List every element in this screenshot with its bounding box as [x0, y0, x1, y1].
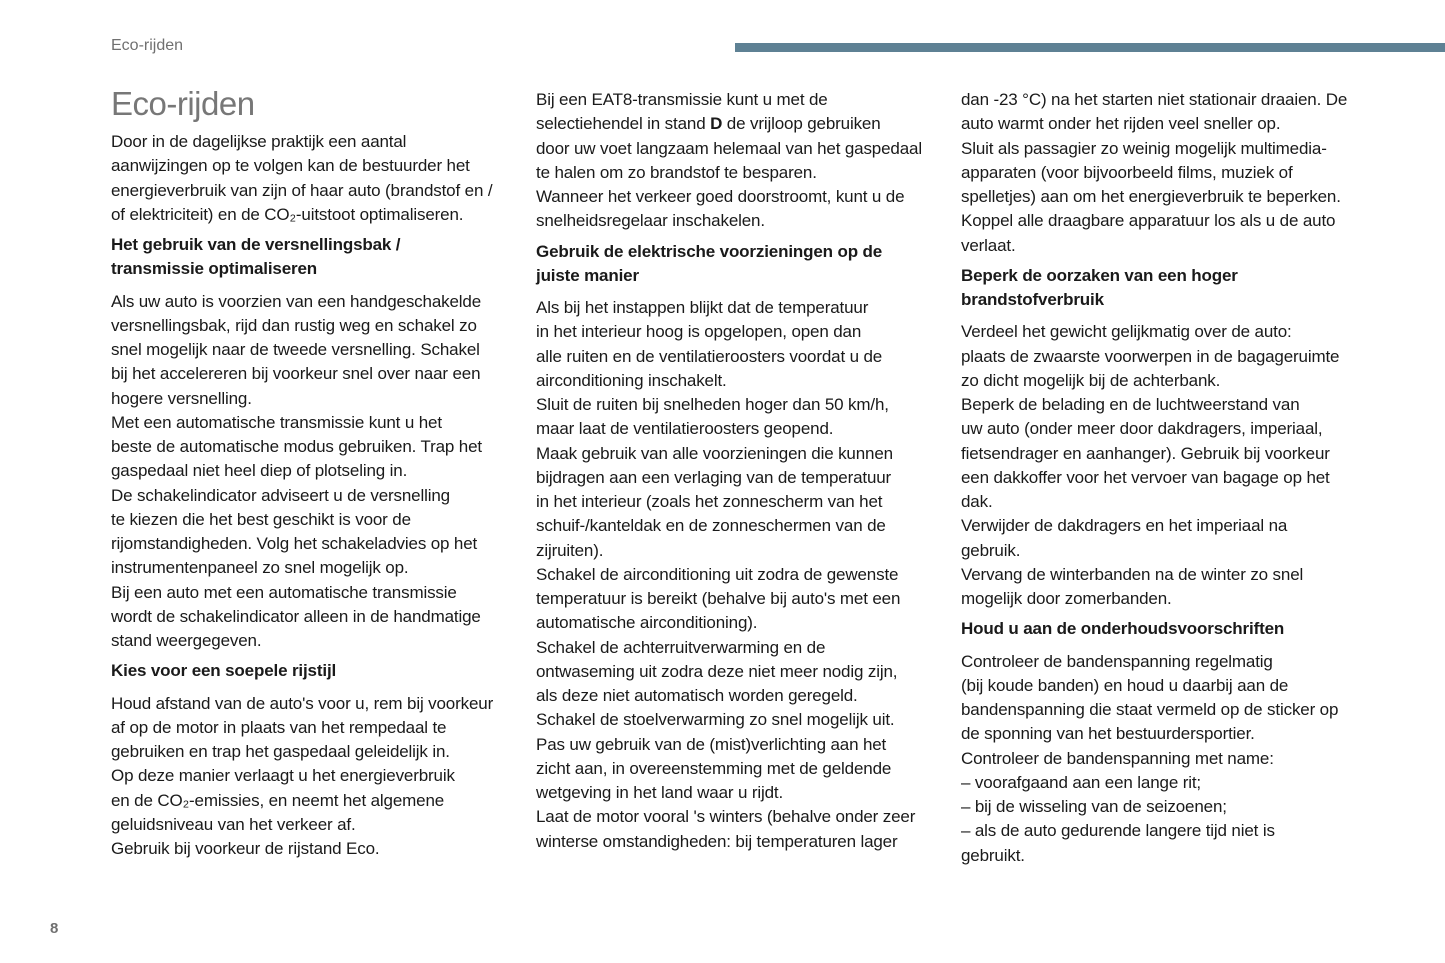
text-line: wetgeving in het land waar u rijdt. [536, 783, 784, 802]
text-line: rijomstandigheden. Volg het schakeladvies op het [111, 534, 478, 553]
text-line: Gebruik bij voorkeur de rijstand Eco. [111, 839, 380, 858]
page-title: Eco-rijden [111, 85, 255, 122]
text-line: geluidsniveau van het verkeer af. [111, 814, 356, 834]
text-line: dak. [961, 492, 993, 511]
text-line: zijruiten). [536, 540, 604, 560]
text-line: Op deze manier verlaagt u het energieverbruik [111, 766, 455, 786]
text-line: winterse omstandigheden: bij temperaturen lager [536, 831, 898, 851]
text-line: schuif-/kanteldak en de zonneschermen van de [536, 516, 886, 536]
text-line: een dakkoffer voor het vervoer van bagage op het [961, 467, 1330, 487]
text-line: uw auto (onder meer door dakdragers, imperiaal, [961, 419, 1323, 439]
text-line: Als uw auto is voorzien van een handgeschakelde [111, 291, 482, 311]
text-line: de sponning van het bestuurdersportier. [961, 724, 1255, 744]
section-heading [961, 617, 1371, 641]
text-line: snelheidsregelaar inschakelen. [536, 211, 765, 231]
text-line: in het interieur (zoals het zonnescherm van het [536, 492, 883, 511]
text-line: airconditioning inschakelt. [536, 370, 727, 390]
text-line: brandstofverbruik [961, 290, 1104, 309]
text-line: stand weergegeven. [111, 631, 262, 650]
column-3 [961, 88, 1371, 868]
paragraph [536, 296, 946, 854]
text-line: Kies voor een soepele rijstijl [111, 661, 337, 681]
paragraph [111, 130, 521, 227]
text-line: gaspedaal niet heel diep of plotseling in. [111, 461, 408, 481]
text-line: versnellingsbak, rijd dan rustig weg en schakel zo [111, 315, 477, 335]
text-line: Schakel de airconditioning uit zodra de gewenste [536, 564, 899, 584]
text-line: Beperk de oorzaken van een hoger [961, 265, 1238, 285]
text-line: bandenspanning die staat vermeld op de sticker op [961, 700, 1339, 719]
text-line: Bij een auto met een automatische transmissie [111, 582, 457, 602]
text-line: Schakel de stoelverwarming zo snel mogelijk uit. [536, 710, 895, 730]
text-line: Sluit de ruiten bij snelheden hoger dan 50 km/h, [536, 395, 889, 414]
text-line: Door in de dagelijkse praktijk een aantal [111, 132, 407, 151]
column-1 [111, 84, 521, 861]
text-line: ontwaseming uit zodra deze niet meer nodig zijn, [536, 661, 898, 681]
text-line: gebruikt. [961, 845, 1025, 865]
text-line: Laat de motor vooral 's winters (behalve onder zeer [536, 807, 916, 827]
text-line: Bij een EAT8-transmissie kunt u met de [536, 90, 828, 109]
section-heading [961, 264, 1371, 313]
text-line: Houd afstand van de auto's voor u, rem bij voorkeur [111, 693, 494, 713]
text-line: Beperk de belading en de luchtweerstand van [961, 395, 1300, 414]
text-line: maar laat de ventilatieroosters geopend. [536, 419, 834, 439]
text-line: fietsendrager en aanhanger). Gebruik bij voorkeur [961, 443, 1330, 463]
text-line: juiste manier [536, 265, 639, 285]
text-line: Vervang de winterbanden na de winter zo snel [961, 564, 1304, 584]
text-line: – voorafgaand aan een lange rit; [961, 772, 1201, 792]
text-line: Met een automatische transmissie kunt u het [111, 412, 442, 432]
text-line: gebruiken en trap het gaspedaal geleidelijk in. [111, 742, 450, 761]
text-line: bijdragen aan een verlaging van de temperatuur [536, 467, 892, 487]
text-line: alle ruiten en de ventilatieroosters voordat u de [536, 346, 883, 366]
paragraph [111, 290, 521, 654]
text-line: aanwijzingen op te volgen kan de bestuurder het [111, 156, 470, 176]
text-line: zo dicht mogelijk bij de achterbank. [961, 370, 1221, 390]
text-line: dan -23 °C) na het starten niet stationair draaien. De [961, 90, 1348, 109]
text-line: spelletjes) aan om het energieverbruik te beperken. [961, 187, 1341, 206]
text-line: Verwijder de dakdragers en het imperiaal na [961, 516, 1288, 536]
text-line: Gebruik de elektrische voorzieningen op de [536, 241, 883, 261]
text-line: apparaten (voor bijvoorbeeld films, muziek of [961, 162, 1293, 182]
text-line: beste de automatische modus gebruiken. Trap het [111, 437, 482, 456]
text-line: (bij koude banden) en houd u daarbij aan de [961, 675, 1289, 695]
text-line: Koppel alle draagbare apparatuur los als u de auto [961, 211, 1336, 231]
paragraph [111, 692, 521, 862]
text-line: – als de auto gedurende langere tijd niet is [961, 821, 1275, 841]
text-line: De schakelindicator adviseert u de versnelling [111, 485, 450, 505]
section-heading [536, 240, 946, 289]
text-line: bij het accelereren bij voorkeur snel over naar een [111, 364, 481, 384]
text-line: Als bij het instappen blijkt dat de temperatuur [536, 298, 869, 317]
text-line: Pas uw gebruik van de (mist)verlichting aan het [536, 734, 887, 754]
text-line: of elektriciteit) en de CO₂-uitstoot optimaliseren. [111, 204, 464, 224]
page-number: 8 [50, 920, 59, 937]
text-line: hogere versnelling. [111, 388, 252, 408]
text-line: – bij de wisseling van de seizoenen; [961, 797, 1227, 816]
paragraph [536, 88, 946, 234]
text-line: transmissie optimaliseren [111, 259, 318, 279]
column-2 [536, 88, 946, 854]
paragraph [961, 88, 1371, 258]
header-accent-bar [735, 43, 1445, 52]
text-line: snel mogelijk naar de tweede versnelling. Schakel [111, 340, 480, 359]
text-line: in het interieur hoog is opgelopen, open dan [536, 322, 862, 342]
text-line: Houd u aan de onderhoudsvoorschriften [961, 619, 1285, 639]
section-heading [111, 233, 521, 282]
text-line: energieverbruik van zijn of haar auto (brandstof en / [111, 180, 493, 200]
text-line: instrumentenpaneel zo snel mogelijk op. [111, 558, 409, 578]
text-line: automatische airconditioning). [536, 613, 758, 633]
paragraph [961, 320, 1371, 611]
text-line: Controleer de bandenspanning met name: [961, 748, 1274, 768]
text-line: Wanneer het verkeer goed doorstroomt, kunt u de [536, 187, 905, 206]
text-line: wordt de schakelindicator alleen in de handmatige [111, 606, 481, 626]
text-line: af op de motor in plaats van het rempedaal te [111, 717, 447, 737]
text-line: Schakel de achterruitverwarming en de [536, 637, 826, 657]
running-header: Eco-rijden [111, 37, 184, 54]
text-line: door uw voet langzaam helemaal van het gaspedaal [536, 138, 922, 158]
text-line: Sluit als passagier zo weinig mogelijk multimedia- [961, 138, 1327, 158]
text-line: mogelijk door zomerbanden. [961, 589, 1172, 608]
text-line: als deze niet automatisch worden geregeld. [536, 686, 858, 705]
text-line: en de CO₂-emissies, en neemt het algemene [111, 790, 445, 810]
text-line: plaats de zwaarste voorwerpen in de bagageruimte [961, 346, 1340, 366]
text-line: Controleer de bandenspanning regelmatig [961, 651, 1273, 671]
text-line: Verdeel het gewicht gelijkmatig over de auto: [961, 322, 1292, 342]
text-line: Het gebruik van de versnellingsbak / [111, 235, 401, 254]
text-line: verlaat. [961, 235, 1016, 255]
section-heading [111, 659, 521, 683]
text-line: te halen om zo brandstof te besparen. [536, 162, 817, 182]
text-line: te kiezen die het best geschikt is voor de [111, 509, 411, 529]
text-line: zicht aan, in overeenstemming met de geldende [536, 758, 892, 778]
text-line: gebruik. [961, 540, 1021, 560]
paragraph [961, 650, 1371, 868]
text-line: selectiehendel in stand D de vrijloop gebruiken [536, 114, 881, 134]
text-line: temperatuur is bereikt (behalve bij auto's met een [536, 589, 901, 608]
text-line: auto warmt onder het rijden veel sneller op. [961, 114, 1281, 134]
text-line: Maak gebruik van alle voorzieningen die kunnen [536, 443, 893, 463]
